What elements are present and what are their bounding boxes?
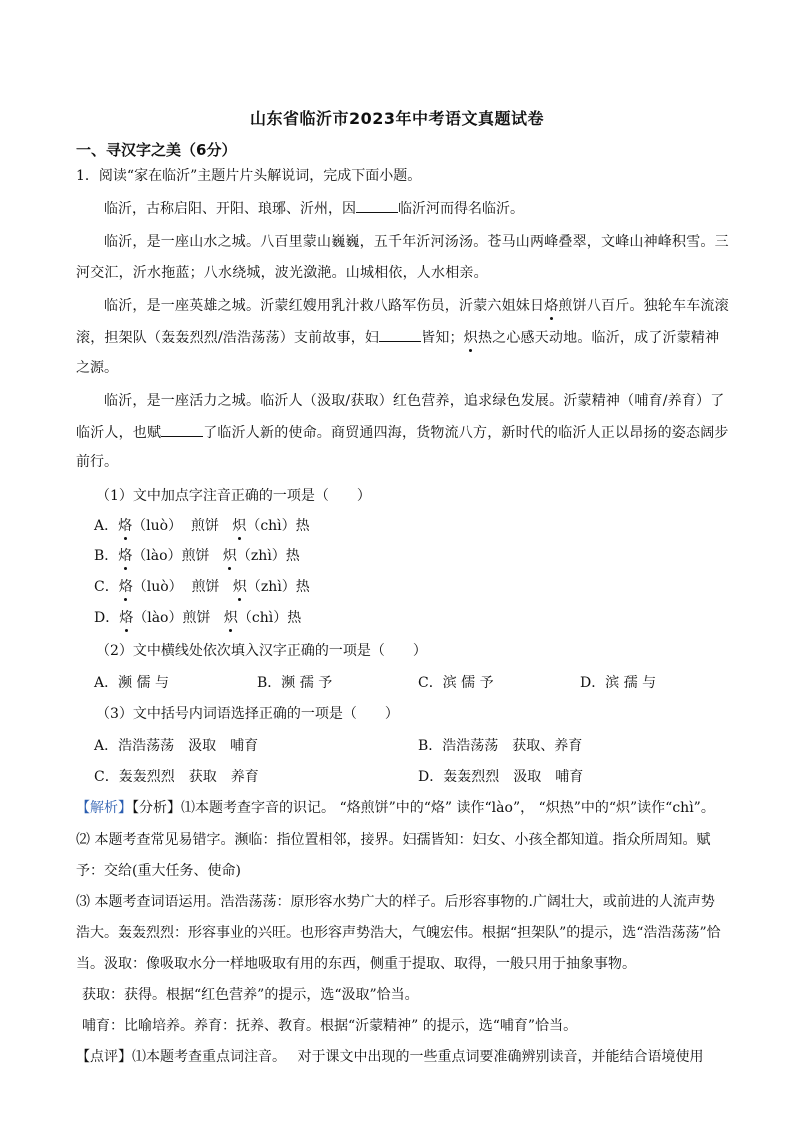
question-intro: 1．阅读“家在临沂”主题片片头解说词，完成下面小题。 xyxy=(76,168,422,184)
passage-paragraph-3-line-1 xyxy=(104,296,729,316)
pinyin: （zhì）热 xyxy=(246,579,310,595)
option-c[interactable] xyxy=(94,577,310,597)
option-b[interactable] xyxy=(94,546,300,566)
dotted-char: 炽 xyxy=(222,548,237,564)
analysis-text: 【分析】⑴本题考查字音的识记。 “烙煎饼”中的“烙” 读作“lào”， “炽热”中的“炽”读作“chì”。 xyxy=(132,800,715,816)
passage-text: 了临沂人新的使命。商贸通四海，货物流八方，新时代的临沂人正以昂扬的姿态阔步 xyxy=(203,425,729,441)
passage-text: 临沂，古称启阳、开阳、琅琊、沂州，因 xyxy=(104,201,356,217)
dotted-char: 炽 xyxy=(223,610,238,626)
option-b[interactable]: B．浩浩荡荡 获取、养育 xyxy=(418,738,583,754)
option-b[interactable]: B．濒 孺 予 xyxy=(257,675,333,691)
page-title: 山东省临沂市2023年中考语文真题试卷 xyxy=(249,109,545,128)
passage-text: 滚，担架队（轰轰烈烈/浩浩荡荡）支前故事，妇 xyxy=(76,330,380,346)
pinyin: （luò） xyxy=(132,579,183,595)
dotted-char: 烙 xyxy=(544,298,559,314)
passage-paragraph-3-line-3: 之源。 xyxy=(76,360,118,376)
pinyin: （zhì）热 xyxy=(236,548,300,564)
passage-paragraph-3-line-2 xyxy=(76,327,719,348)
section-heading: 一、寻汉字之美（6分） xyxy=(76,141,237,159)
passage-paragraph-4-line-2 xyxy=(76,422,729,443)
pinyin: （lào） xyxy=(133,610,183,626)
option-d[interactable]: D．轰轰烈烈 汲取 哺育 xyxy=(418,769,584,785)
sub-question-1: （1）文中加点字注音正确的一项是（ ） xyxy=(96,488,371,504)
option-key: D． xyxy=(94,610,120,626)
analysis-line-7: 获取：获得。根据“红色营养”的提示，选“汲取”恰当。 xyxy=(82,987,419,1003)
option-c[interactable]: C．轰轰烈烈 获取 养育 xyxy=(94,769,259,785)
fill-blank xyxy=(356,198,398,213)
dotted-char: 炽 xyxy=(232,579,247,595)
dotted-char: 炽 xyxy=(232,518,247,534)
option-word: 煎饼 xyxy=(181,548,210,564)
analysis-line-3: 予：交给(重大任务、使命) xyxy=(76,863,241,879)
analysis-line-8: 哺育：比喻培养。养育：抚养、教育。根据“沂蒙精神” 的提示，选“哺育”恰当。 xyxy=(82,1018,578,1034)
analysis-line-4: ⑶ 本题考查词语运用。浩浩荡荡：原形容水势广大的样子。后形容事物的.广阔壮大，或前进的人流声势 xyxy=(76,894,715,910)
pinyin: （chì）热 xyxy=(246,518,310,534)
dotted-char: 炽 xyxy=(463,330,478,346)
pinyin: （chì）热 xyxy=(237,610,302,626)
analysis-line-1 xyxy=(76,798,715,818)
option-word: 煎饼 xyxy=(182,610,211,626)
option-word: 煎饼 xyxy=(191,579,220,595)
option-d[interactable] xyxy=(94,608,301,628)
option-a[interactable]: A．濒 儒 与 xyxy=(94,675,170,691)
passage-paragraph-1 xyxy=(104,198,524,219)
option-a[interactable] xyxy=(94,516,310,536)
passage-text: 临沂，是一座英雄之城。沂蒙红嫂用乳汁救八路军伤员，沂蒙六姐妹日 xyxy=(104,298,545,314)
fill-blank xyxy=(379,327,421,342)
pinyin: （luò） xyxy=(132,518,183,534)
passage-text: 热之心感天动地。临沂，成了沂蒙精神 xyxy=(477,330,720,346)
option-d[interactable]: D．滨 孺 与 xyxy=(580,675,657,691)
option-key: C． xyxy=(94,579,119,595)
fill-blank xyxy=(161,422,203,437)
analysis-line-9: 【点评】⑴本题考查重点词注音。 对于课文中出现的一些重点词要准确辨别读音，并能结合语境使用 xyxy=(76,1049,704,1065)
passage-paragraph-2-line-2: 河交汇，沂水拖蓝；八水绕城，波光潋滟。山城相依，人水相亲。 xyxy=(76,265,488,281)
passage-paragraph-2-line-1: 临沂，是一座山水之城。八百里蒙山巍巍，五千年沂河汤汤。苍马山两峰叠翠，文峰山神峰积雪。三 xyxy=(104,234,729,250)
sub-question-2: （2）文中横线处依次填入汉字正确的一项是（ ） xyxy=(96,643,427,659)
passage-text: 皆知； xyxy=(421,330,464,346)
passage-text: 煎饼八百斤。独轮车车流滚 xyxy=(558,298,729,314)
sub-question-3: （3）文中括号内词语选择正确的一项是（ ） xyxy=(96,706,399,722)
analysis-line-5: 浩大。轰轰烈烈：形容事业的兴旺。也形容声势浩大，气魄宏伟。根据“担架队”的提示，选“浩浩荡荡”恰 xyxy=(76,925,721,941)
passage-text: 临沂人，也赋 xyxy=(76,425,162,441)
dotted-char: 烙 xyxy=(118,548,133,564)
dotted-char: 烙 xyxy=(118,518,133,534)
analysis-tag: 【解析】 xyxy=(76,800,132,816)
passage-paragraph-4-line-1: 临沂，是一座活力之城。临沂人（汲取/获取）红色营养，追求绿色发展。沂蒙精神（哺育/养育）了 xyxy=(104,393,725,409)
passage-text: 临沂河而得名临沂。 xyxy=(398,201,524,217)
option-a[interactable]: A．浩浩荡荡 汲取 哺育 xyxy=(94,738,259,754)
pinyin: （lào） xyxy=(132,548,182,564)
option-c[interactable]: C．滨 儒 予 xyxy=(418,675,494,691)
passage-paragraph-4-line-3: 前行。 xyxy=(76,454,118,470)
option-key: A． xyxy=(94,518,119,534)
dotted-char: 烙 xyxy=(119,610,134,626)
dotted-char: 烙 xyxy=(118,579,133,595)
option-word: 煎饼 xyxy=(190,518,219,534)
analysis-line-6: 当。汲取：像吸取水分一样地吸取有用的东西，侧重于提取、取得，一般只用于抽象事物。 xyxy=(76,956,636,972)
option-key: B． xyxy=(94,548,119,564)
analysis-line-2: ⑵ 本题考查常见易错字。濒临：指位置相邻，接界。妇孺皆知：妇女、小孩全都知道。指众所周知。赋 xyxy=(76,832,711,848)
